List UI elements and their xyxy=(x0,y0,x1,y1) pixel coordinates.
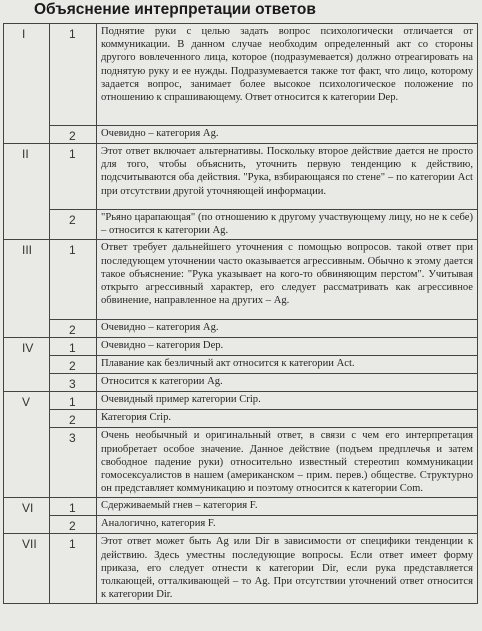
category-cell: VII xyxy=(4,534,50,604)
explanation-cell: Этот ответ может быть Ag или Dir в зависимости от специфики тенденции к действию. Здесь уместны последующие вопросы. Если ответ имеет форму приказа, его следует отнести к категории Dir, если рука представляется толкающей, отталкивающей – то Ag. При отсутствии уточнений ответ относится к категории Dir. xyxy=(97,534,478,604)
table-row xyxy=(4,516,478,534)
category-cell xyxy=(4,374,50,392)
category-cell xyxy=(4,126,50,144)
interpretation-table xyxy=(3,23,478,604)
explanation-cell: Поднятие руки с целью задать вопрос психологически отличается от коммуникации. В данном случае необходим определенный акт со стороны другого вовлеченного лица, которое (подразумевается) должно отреагировать на поднятую руку и ее нужды. Подразумевается также тот факт, что лицо, которому задается вопрос, занимает более высокое психологическое положение по отношению к спрашивающему. Ответ относится к категории Dep. xyxy=(97,24,478,126)
table-row xyxy=(4,210,478,240)
table-row xyxy=(4,392,478,410)
explanation-cell: "Рьяно царапающая" (по отношению к другому участвующему лицу, но не к себе) – относится к категории Ag. xyxy=(97,210,478,240)
table-row xyxy=(4,374,478,392)
category-cell xyxy=(4,428,50,498)
explanation-cell: Очевидно – категория Ag. xyxy=(97,126,478,144)
response-number-cell: 1 xyxy=(50,240,97,320)
response-number-cell: 2 xyxy=(50,410,97,428)
explanation-cell: Очень необычный и оригинальный ответ, в связи с чем его интерпретация приобретает особое значение. Данное действие (подъем предплечья и затем свободное падение руки) относительно известный стереотип коммуникации гомосексуалистов в нашем (американском – прим. перев.) обществе. Структурно он представляет коммуникацию и поэтому относится к категории Com. xyxy=(97,428,478,498)
explanation-cell: Относится к категории Ag. xyxy=(97,374,478,392)
response-number-cell: 3 xyxy=(50,374,97,392)
table-row xyxy=(4,126,478,144)
explanation-cell: Ответ требует дальнейшего уточнения с помощью вопросов. такой ответ при последующем уточнении часто оказывается агрессивным. Обычно к этому дается такое объяснение: "Рука указывает на кого-то обвиняющим перстом". Учитывая открыто агрессивный характер, его следует рассматривать как агрессивное обвинение, направленное на других – Ag. xyxy=(97,240,478,320)
table-row xyxy=(4,356,478,374)
explanation-cell: Категория Crip. xyxy=(97,410,478,428)
response-number-cell: 2 xyxy=(50,356,97,374)
page-title: Объяснение интерпретации ответов xyxy=(34,1,316,18)
table-row xyxy=(4,428,478,498)
category-cell xyxy=(4,410,50,428)
explanation-cell: Плавание как безличный акт относится к категории Act. xyxy=(97,356,478,374)
response-number-cell: 1 xyxy=(50,338,97,356)
response-number-cell: 2 xyxy=(50,210,97,240)
response-number-cell: 1 xyxy=(50,144,97,210)
explanation-cell: Аналогично, категория F. xyxy=(97,516,478,534)
category-cell: V xyxy=(4,392,50,410)
category-cell xyxy=(4,516,50,534)
table-row xyxy=(4,338,478,356)
table-body xyxy=(4,24,478,604)
response-number-cell: 1 xyxy=(50,24,97,126)
category-cell xyxy=(4,320,50,338)
table-row xyxy=(4,144,478,210)
table-row xyxy=(4,534,478,604)
category-cell: III xyxy=(4,240,50,320)
category-cell xyxy=(4,356,50,374)
table-row xyxy=(4,320,478,338)
explanation-cell: Сдерживаемый гнев – категория F. xyxy=(97,498,478,516)
explanation-cell: Очевидно – категория Ag. xyxy=(97,320,478,338)
response-number-cell: 2 xyxy=(50,516,97,534)
table-row xyxy=(4,24,478,126)
table-row xyxy=(4,410,478,428)
response-number-cell: 1 xyxy=(50,498,97,516)
response-number-cell: 2 xyxy=(50,126,97,144)
response-number-cell: 3 xyxy=(50,428,97,498)
table-row xyxy=(4,240,478,320)
response-number-cell: 1 xyxy=(50,392,97,410)
explanation-cell: Очевидный пример категории Crip. xyxy=(97,392,478,410)
category-cell: I xyxy=(4,24,50,126)
category-cell: IV xyxy=(4,338,50,356)
response-number-cell: 1 xyxy=(50,534,97,604)
explanation-cell: Этот ответ включает альтернативы. Поскольку второе действие дается не просто для того, чтобы объяснить, уточнить первую тенденцию к действию, подсчитываются оба действия. "Рука, взбирающаяся по стене" – по категории Act при отсутствии другой уточняющей информации. xyxy=(97,144,478,210)
response-number-cell: 2 xyxy=(50,320,97,338)
category-cell xyxy=(4,210,50,240)
table-row xyxy=(4,498,478,516)
category-cell: II xyxy=(4,144,50,210)
category-cell: VI xyxy=(4,498,50,516)
explanation-cell: Очевидно – категория Dep. xyxy=(97,338,478,356)
